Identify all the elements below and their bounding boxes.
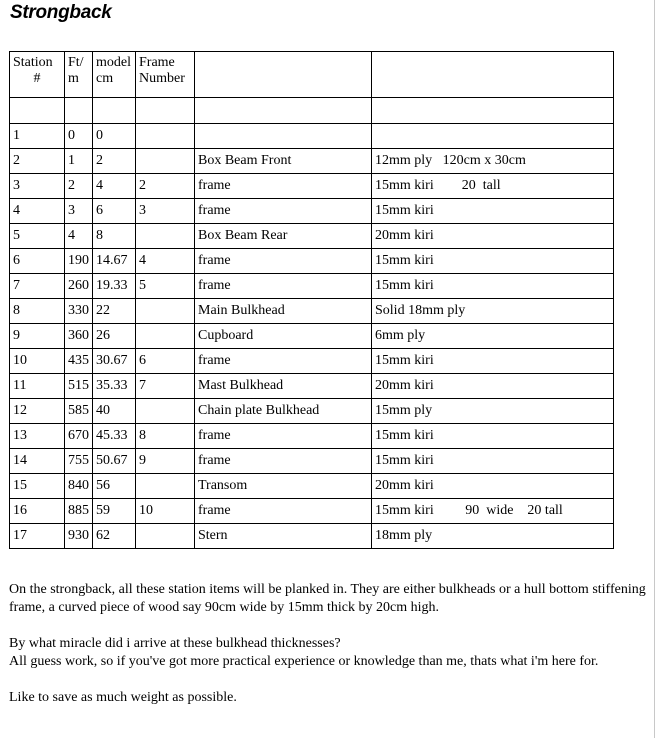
blank-cell <box>372 98 614 124</box>
cell-model: 30.67 <box>93 349 136 374</box>
blank-cell <box>65 98 93 124</box>
cell-material: 18mm ply <box>372 524 614 549</box>
note-guesswork: All guess work, so if you've got more practical experience or knowledge than me, thats what i'm here for. <box>9 654 599 669</box>
station-table <box>9 51 614 549</box>
cell-description: Box Beam Front <box>195 149 372 174</box>
header-frame-line1: Frame <box>139 55 175 70</box>
blank-cell <box>136 98 195 124</box>
table-header-row <box>10 52 614 98</box>
cell-station: 3 <box>10 174 65 199</box>
header-material <box>372 52 614 98</box>
cell-material: 15mm kiri 90 wide 20 tall <box>372 499 614 524</box>
cell-model: 6 <box>93 199 136 224</box>
table-row <box>10 349 614 374</box>
header-ft-line1: Ft/ <box>68 55 84 70</box>
cell-model: 8 <box>93 224 136 249</box>
cell-ft: 840 <box>65 474 93 499</box>
cell-station: 1 <box>10 124 65 149</box>
cell-frame <box>136 324 195 349</box>
cell-ft: 755 <box>65 449 93 474</box>
cell-station: 7 <box>10 274 65 299</box>
cell-description: Transom <box>195 474 372 499</box>
cell-frame: 2 <box>136 174 195 199</box>
page-title: Strongback <box>10 2 112 23</box>
cell-station: 9 <box>10 324 65 349</box>
notes-section <box>9 581 649 707</box>
cell-frame: 5 <box>136 274 195 299</box>
cell-material: 15mm kiri <box>372 424 614 449</box>
blank-cell <box>93 98 136 124</box>
cell-material: 15mm kiri <box>372 449 614 474</box>
cell-frame: 6 <box>136 349 195 374</box>
cell-station: 13 <box>10 424 65 449</box>
header-station-line2: # <box>33 71 41 86</box>
cell-model: 59 <box>93 499 136 524</box>
cell-description: Cupboard <box>195 324 372 349</box>
cell-model: 19.33 <box>93 274 136 299</box>
cell-ft: 330 <box>65 299 93 324</box>
cell-material: 20mm kiri <box>372 374 614 399</box>
cell-model: 14.67 <box>93 249 136 274</box>
cell-ft: 930 <box>65 524 93 549</box>
cell-material: 15mm ply <box>372 399 614 424</box>
cell-model: 45.33 <box>93 424 136 449</box>
header-model-line2: cm <box>96 71 114 86</box>
cell-frame: 7 <box>136 374 195 399</box>
table-row <box>10 374 614 399</box>
cell-description: frame <box>195 199 372 224</box>
cell-ft: 885 <box>65 499 93 524</box>
cell-description <box>195 124 372 149</box>
blank-cell <box>10 98 65 124</box>
cell-frame: 9 <box>136 449 195 474</box>
cell-frame <box>136 524 195 549</box>
note-paragraph-strongback: On the strongback, all these station items will be planked in. They are either bulkheads or a hull bottom stiffening frame, a curved piece of wood say 90cm wide by 15mm thick by 20cm high. <box>9 582 646 615</box>
table-row <box>10 524 614 549</box>
cell-material: 15mm kiri <box>372 199 614 224</box>
table-row <box>10 399 614 424</box>
cell-material: 15mm kiri <box>372 349 614 374</box>
table-row <box>10 324 614 349</box>
cell-ft: 585 <box>65 399 93 424</box>
cell-model: 50.67 <box>93 449 136 474</box>
cell-model: 22 <box>93 299 136 324</box>
cell-ft: 435 <box>65 349 93 374</box>
table-row <box>10 499 614 524</box>
table-row <box>10 149 614 174</box>
cell-station: 15 <box>10 474 65 499</box>
cell-material: 20mm kiri <box>372 224 614 249</box>
cell-station: 11 <box>10 374 65 399</box>
note-question: By what miracle did i arrive at these bulkhead thicknesses? <box>9 636 341 651</box>
cell-description: frame <box>195 249 372 274</box>
cell-station: 2 <box>10 149 65 174</box>
cell-description: Main Bulkhead <box>195 299 372 324</box>
table-row <box>10 474 614 499</box>
cell-material: 6mm ply <box>372 324 614 349</box>
cell-station: 5 <box>10 224 65 249</box>
cell-model: 35.33 <box>93 374 136 399</box>
cell-frame <box>136 399 195 424</box>
cell-station: 10 <box>10 349 65 374</box>
cell-ft: 190 <box>65 249 93 274</box>
cell-frame <box>136 299 195 324</box>
cell-frame <box>136 124 195 149</box>
cell-material: 15mm kiri <box>372 274 614 299</box>
cell-ft: 360 <box>65 324 93 349</box>
table-row <box>10 424 614 449</box>
table-row <box>10 274 614 299</box>
cell-material: 15mm kiri <box>372 249 614 274</box>
cell-frame: 10 <box>136 499 195 524</box>
cell-description: Chain plate Bulkhead <box>195 399 372 424</box>
table-row <box>10 224 614 249</box>
table-row <box>10 299 614 324</box>
table-blank-row <box>10 98 614 124</box>
header-frame-line2: Number <box>139 71 185 86</box>
cell-model: 62 <box>93 524 136 549</box>
cell-frame: 4 <box>136 249 195 274</box>
cell-station: 14 <box>10 449 65 474</box>
cell-station: 8 <box>10 299 65 324</box>
blank-cell <box>195 98 372 124</box>
cell-ft: 515 <box>65 374 93 399</box>
cell-description: frame <box>195 174 372 199</box>
header-model <box>93 52 136 98</box>
cell-material: 20mm kiri <box>372 474 614 499</box>
cell-model: 2 <box>93 149 136 174</box>
cell-material <box>372 124 614 149</box>
note-weight: Like to save as much weight as possible. <box>9 690 237 705</box>
cell-ft: 4 <box>65 224 93 249</box>
cell-model: 4 <box>93 174 136 199</box>
header-frame <box>136 52 195 98</box>
cell-station: 4 <box>10 199 65 224</box>
cell-ft: 670 <box>65 424 93 449</box>
cell-frame: 8 <box>136 424 195 449</box>
cell-ft: 0 <box>65 124 93 149</box>
table-row <box>10 199 614 224</box>
table-row <box>10 124 614 149</box>
cell-description: frame <box>195 424 372 449</box>
cell-ft: 2 <box>65 174 93 199</box>
cell-description: frame <box>195 349 372 374</box>
table-row <box>10 449 614 474</box>
cell-description: Stern <box>195 524 372 549</box>
header-model-line1: model <box>96 55 131 70</box>
page-edge-rule <box>654 0 655 738</box>
cell-station: 12 <box>10 399 65 424</box>
cell-ft: 3 <box>65 199 93 224</box>
header-ft <box>65 52 93 98</box>
cell-material: Solid 18mm ply <box>372 299 614 324</box>
header-ft-line2: m <box>68 71 79 86</box>
cell-frame <box>136 149 195 174</box>
cell-ft: 1 <box>65 149 93 174</box>
cell-material: 15mm kiri 20 tall <box>372 174 614 199</box>
cell-station: 6 <box>10 249 65 274</box>
cell-model: 56 <box>93 474 136 499</box>
cell-model: 40 <box>93 399 136 424</box>
cell-model: 26 <box>93 324 136 349</box>
cell-description: frame <box>195 274 372 299</box>
header-station-line1: Station <box>13 55 53 70</box>
cell-material: 12mm ply 120cm x 30cm <box>372 149 614 174</box>
cell-frame <box>136 224 195 249</box>
cell-frame <box>136 474 195 499</box>
cell-model: 0 <box>93 124 136 149</box>
cell-ft: 260 <box>65 274 93 299</box>
table-row <box>10 174 614 199</box>
cell-description: Mast Bulkhead <box>195 374 372 399</box>
cell-frame: 3 <box>136 199 195 224</box>
cell-station: 16 <box>10 499 65 524</box>
cell-description: frame <box>195 449 372 474</box>
table-row <box>10 249 614 274</box>
cell-description: Box Beam Rear <box>195 224 372 249</box>
header-description <box>195 52 372 98</box>
header-station <box>10 52 65 98</box>
cell-station: 17 <box>10 524 65 549</box>
cell-description: frame <box>195 499 372 524</box>
